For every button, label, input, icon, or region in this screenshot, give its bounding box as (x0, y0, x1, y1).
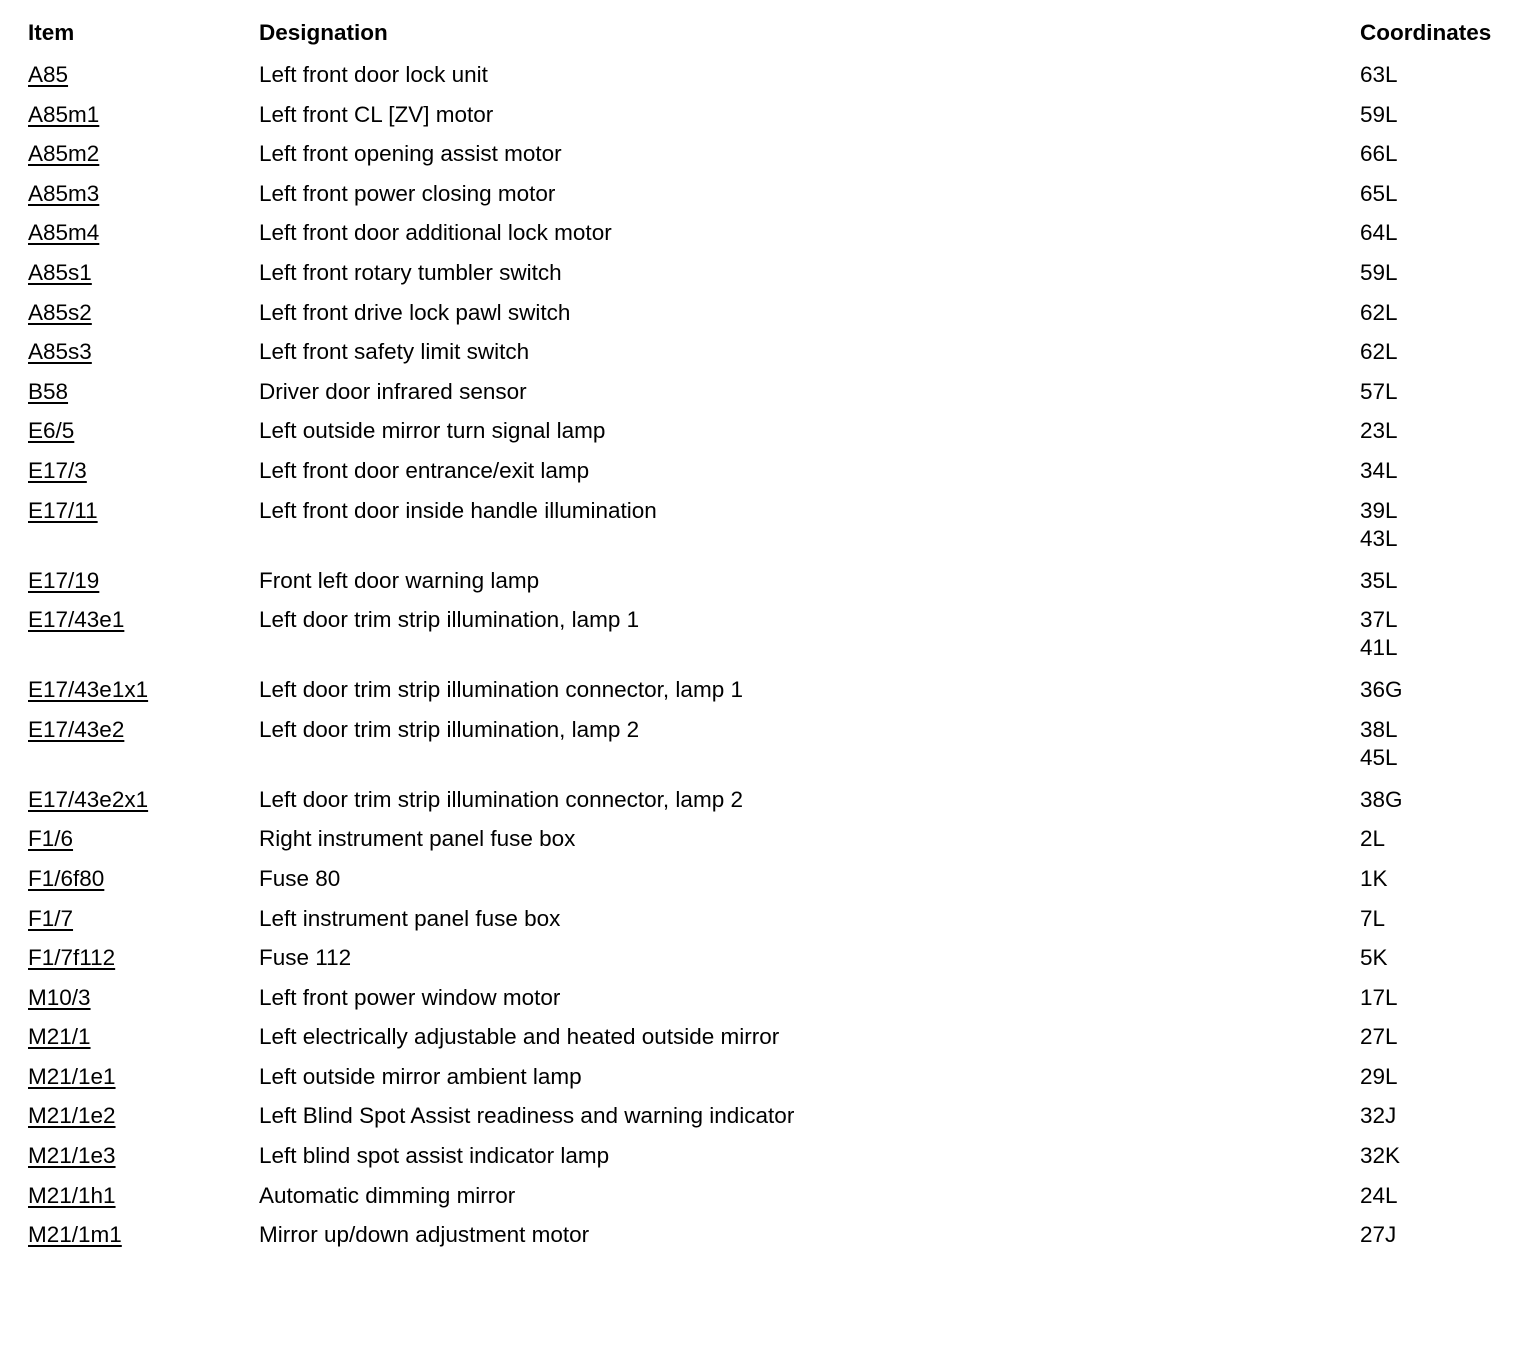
coordinate-value: 62L (1360, 299, 1398, 325)
item-cell (28, 180, 259, 208)
item-cell (28, 259, 259, 287)
designation-cell: Left outside mirror ambient lamp (259, 1063, 582, 1089)
coordinates-cell (1360, 457, 1528, 485)
item-cell (28, 61, 259, 89)
table-row (28, 1218, 1528, 1258)
item-link[interactable]: F1/7 (28, 905, 74, 931)
coordinates-cell (1360, 1023, 1528, 1051)
coordinate-value: 59L (1360, 101, 1398, 127)
coordinate-value: 39L (1360, 497, 1398, 523)
table-row (28, 981, 1528, 1021)
coordinates-cell (1360, 905, 1528, 933)
coordinate-value: 1K (1360, 865, 1388, 891)
table-row (28, 58, 1528, 98)
designation-cell: Fuse 80 (259, 865, 341, 891)
table-row (28, 1139, 1528, 1179)
coordinate-value: 63L (1360, 62, 1398, 87)
table-body (28, 58, 1528, 1258)
item-link[interactable]: A85s1 (28, 259, 92, 285)
designation-cell: Left outside mirror turn signal lamp (259, 418, 606, 444)
item-link[interactable]: E17/43e1x1 (28, 677, 149, 703)
item-link[interactable]: E17/43e1 (28, 607, 125, 633)
column-header-coordinates: Coordinates (1360, 20, 1492, 45)
item-cell (28, 1182, 259, 1210)
coordinate-value: 24L (1360, 1182, 1398, 1208)
designation-cell: Left front CL [ZV] motor (259, 101, 494, 127)
item-link[interactable]: E17/3 (28, 457, 87, 483)
table-row (28, 603, 1528, 673)
designation-cell: Right instrument panel fuse box (259, 826, 576, 852)
coordinates-cell (1360, 1063, 1528, 1091)
coordinates-cell (1360, 417, 1528, 445)
table-row (28, 216, 1528, 256)
table-row (28, 1179, 1528, 1219)
table-row (28, 1060, 1528, 1100)
item-cell (28, 378, 259, 406)
item-link[interactable]: A85m4 (28, 220, 100, 246)
designation-cell: Left door trim strip illumination, lamp 1 (259, 607, 640, 633)
item-link[interactable]: F1/7f112 (28, 945, 116, 971)
components-table (28, 17, 1528, 1258)
table-row (28, 902, 1528, 942)
table-row (28, 296, 1528, 336)
table-row (28, 256, 1528, 296)
item-link[interactable]: E17/43e2x1 (28, 786, 149, 812)
item-link[interactable]: E17/19 (28, 567, 100, 593)
designation-cell: Left blind spot assist indicator lamp (259, 1143, 610, 1169)
coordinates-cell (1360, 101, 1528, 129)
item-cell (28, 567, 259, 595)
item-link[interactable]: B58 (28, 378, 69, 404)
item-cell (28, 944, 259, 972)
designation-cell: Left front door inside handle illumination (259, 497, 657, 523)
item-link[interactable]: E17/43e2 (28, 716, 125, 742)
item-link[interactable]: A85m2 (28, 141, 100, 167)
item-link[interactable]: M21/1 (28, 1024, 91, 1050)
table-header (28, 17, 1528, 58)
designation-cell: Fuse 112 (259, 945, 352, 971)
designation-cell: Left front opening assist motor (259, 141, 562, 167)
coordinate-value: 41L (1360, 635, 1398, 661)
item-link[interactable]: F1/6 (28, 826, 74, 852)
table-row (28, 177, 1528, 217)
coordinate-value: 27L (1360, 1024, 1398, 1050)
item-cell (28, 219, 259, 247)
designation-cell: Driver door infrared sensor (259, 378, 527, 404)
column-header-designation: Designation (259, 20, 388, 45)
item-cell (28, 338, 259, 366)
table-row (28, 564, 1528, 604)
coordinate-value: 62L (1360, 339, 1398, 365)
coordinate-value: 35L (1360, 567, 1398, 593)
item-link[interactable]: M21/1h1 (28, 1182, 116, 1208)
table-row (28, 98, 1528, 138)
coordinates-cell (1360, 259, 1528, 287)
coordinate-value: 45L (1360, 744, 1398, 770)
designation-cell: Left front door lock unit (259, 62, 488, 87)
coordinate-value: 5K (1360, 945, 1388, 971)
designation-cell: Left front drive lock pawl switch (259, 299, 571, 325)
coordinates-cell (1360, 299, 1528, 327)
item-link[interactable]: E6/5 (28, 418, 75, 444)
coordinate-value: 27J (1360, 1222, 1397, 1248)
designation-cell: Left door trim strip illumination, lamp 2 (259, 716, 640, 742)
coordinates-cell (1360, 338, 1528, 366)
coordinate-value: 2L (1360, 826, 1386, 852)
table-row (28, 494, 1528, 564)
coordinates-cell (1360, 716, 1528, 772)
item-link[interactable]: M21/1e3 (28, 1143, 116, 1169)
coordinate-value: 32J (1360, 1103, 1397, 1129)
table-row (28, 335, 1528, 375)
coordinates-cell (1360, 606, 1528, 662)
item-link[interactable]: M21/1m1 (28, 1222, 122, 1248)
item-link[interactable]: M21/1e2 (28, 1103, 116, 1129)
coordinate-value: 38L (1360, 716, 1398, 742)
item-link[interactable]: M10/3 (28, 984, 91, 1010)
item-link[interactable]: M21/1e1 (28, 1063, 116, 1089)
coordinates-cell (1360, 1102, 1528, 1130)
coordinate-value: 66L (1360, 141, 1398, 167)
coordinate-value: 43L (1360, 525, 1398, 551)
coordinate-value: 57L (1360, 378, 1398, 404)
item-cell (28, 101, 259, 129)
coordinates-cell (1360, 378, 1528, 406)
item-cell (28, 606, 259, 634)
item-cell (28, 299, 259, 327)
coordinates-cell (1360, 219, 1528, 247)
item-cell (28, 716, 259, 744)
coordinate-value: 38G (1360, 786, 1403, 812)
coordinates-cell (1360, 786, 1528, 814)
table-row (28, 414, 1528, 454)
coordinate-value: 65L (1360, 180, 1398, 206)
designation-cell: Left instrument panel fuse box (259, 905, 561, 931)
coordinate-value: 17L (1360, 984, 1398, 1010)
coordinate-value: 23L (1360, 418, 1398, 444)
table-row (28, 137, 1528, 177)
column-header-item: Item (28, 20, 75, 45)
item-link[interactable]: A85 (28, 62, 69, 87)
coordinate-value: 34L (1360, 457, 1398, 483)
designation-cell: Front left door warning lamp (259, 567, 540, 593)
item-cell (28, 140, 259, 168)
coordinates-cell (1360, 865, 1528, 893)
coordinates-cell (1360, 140, 1528, 168)
coordinate-value: 29L (1360, 1063, 1398, 1089)
item-cell (28, 1063, 259, 1091)
coordinates-cell (1360, 944, 1528, 972)
item-cell (28, 984, 259, 1012)
designation-cell: Left front door entrance/exit lamp (259, 457, 590, 483)
item-cell (28, 865, 259, 893)
coordinates-cell (1360, 567, 1528, 595)
item-cell (28, 417, 259, 445)
coordinate-value: 37L (1360, 607, 1398, 633)
designation-cell: Left front power window motor (259, 984, 561, 1010)
item-cell (28, 1102, 259, 1130)
table-row (28, 1099, 1528, 1139)
item-cell (28, 905, 259, 933)
table-row (28, 673, 1528, 713)
table-row (28, 822, 1528, 862)
item-cell (28, 1023, 259, 1051)
designation-cell: Mirror up/down adjustment motor (259, 1222, 590, 1248)
table-row (28, 941, 1528, 981)
item-link[interactable]: A85m3 (28, 180, 100, 206)
designation-cell: Left front door additional lock motor (259, 220, 612, 246)
item-cell (28, 497, 259, 525)
coordinates-cell (1360, 1221, 1528, 1249)
coordinates-cell (1360, 61, 1528, 89)
table-row (28, 1020, 1528, 1060)
designation-cell: Left front safety limit switch (259, 339, 530, 365)
coordinates-cell (1360, 497, 1528, 553)
item-link[interactable]: A85s3 (28, 339, 92, 365)
coordinate-value: 64L (1360, 220, 1398, 246)
table-row (28, 783, 1528, 823)
coordinates-cell (1360, 825, 1528, 853)
coordinates-cell (1360, 1142, 1528, 1170)
coordinates-cell (1360, 984, 1528, 1012)
designation-cell: Left front power closing motor (259, 180, 556, 206)
coordinate-value: 36G (1360, 677, 1403, 703)
item-cell (28, 825, 259, 853)
coordinate-value: 7L (1360, 905, 1386, 931)
item-cell (28, 786, 259, 814)
item-cell (28, 1142, 259, 1170)
coordinates-cell (1360, 1182, 1528, 1210)
coordinate-value: 32K (1360, 1143, 1401, 1169)
item-cell (28, 1221, 259, 1249)
table-row (28, 454, 1528, 494)
designation-cell: Left Blind Spot Assist readiness and warning indicator (259, 1103, 795, 1129)
coordinate-value: 59L (1360, 259, 1398, 285)
designation-cell: Left door trim strip illumination connector, lamp 2 (259, 786, 743, 812)
item-link[interactable]: A85s2 (28, 299, 92, 325)
table-row (28, 375, 1528, 415)
designation-cell: Automatic dimming mirror (259, 1182, 516, 1208)
item-link[interactable]: F1/6f80 (28, 865, 105, 891)
coordinates-cell (1360, 180, 1528, 208)
table-row (28, 862, 1528, 902)
table-row (28, 713, 1528, 783)
designation-cell: Left door trim strip illumination connector, lamp 1 (259, 677, 743, 703)
item-cell (28, 457, 259, 485)
item-cell (28, 676, 259, 704)
designation-cell: Left front rotary tumbler switch (259, 259, 562, 285)
coordinates-cell (1360, 676, 1528, 704)
item-link[interactable]: A85m1 (28, 101, 100, 127)
designation-cell: Left electrically adjustable and heated outside mirror (259, 1024, 780, 1050)
item-link[interactable]: E17/11 (28, 497, 98, 523)
